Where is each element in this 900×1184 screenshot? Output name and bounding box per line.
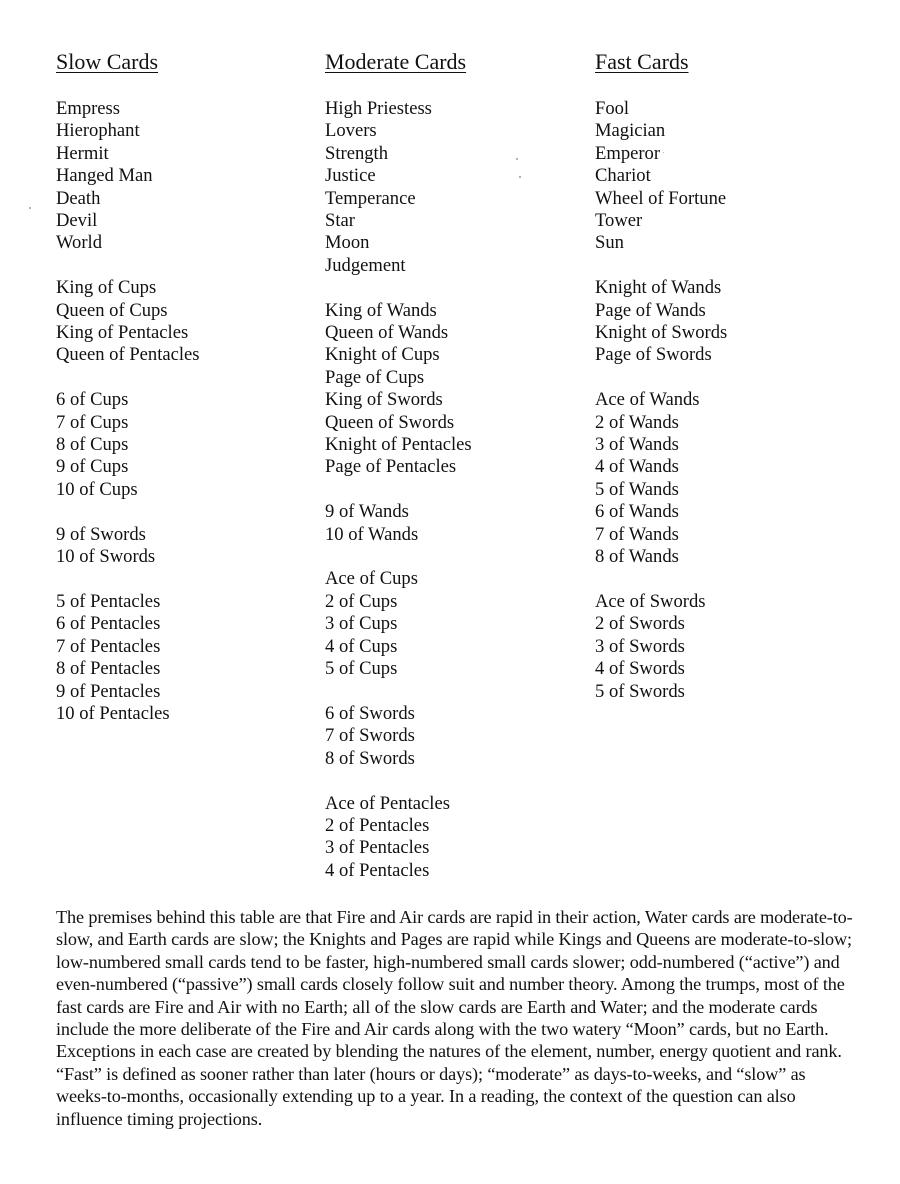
card-group — [56, 389, 200, 501]
card-item: Temperance — [325, 187, 416, 209]
card-item: Queen of Wands — [325, 322, 449, 344]
card-item: 4 of Wands — [595, 456, 679, 478]
card-group — [325, 703, 472, 770]
card-group — [56, 98, 200, 255]
card-item: 8 of Swords — [325, 747, 415, 769]
card-item: 5 of Swords — [595, 680, 685, 702]
card-item: Devil — [56, 210, 98, 232]
card-item: 10 of Swords — [56, 546, 156, 568]
card-item: King of Wands — [325, 299, 437, 321]
card-item: 9 of Wands — [325, 501, 409, 523]
card-item: 10 of Pentacles — [56, 702, 170, 724]
slow-cards-heading: Slow Cards — [56, 49, 159, 74]
card-item: Wheel of Fortune — [595, 187, 727, 209]
card-item: Page of Pentacles — [325, 456, 457, 478]
card-item: Fool — [595, 98, 630, 119]
fast-cards-heading: Fast Cards — [595, 49, 689, 74]
card-item: 6 of Wands — [595, 501, 679, 523]
card-group — [595, 591, 727, 703]
card-item: 10 of Wands — [325, 523, 419, 545]
card-item: Hanged Man — [56, 165, 153, 187]
card-item: Justice — [325, 165, 376, 187]
card-item: High Priestess — [325, 98, 432, 119]
card-item: 8 of Cups — [56, 434, 129, 456]
scan-speck — [663, 152, 664, 153]
card-item: Knight of Cups — [325, 344, 440, 366]
card-item: 3 of Wands — [595, 434, 679, 456]
card-item: Knight of Pentacles — [325, 434, 472, 456]
card-item: 7 of Wands — [595, 523, 679, 545]
card-item: Strength — [325, 142, 389, 164]
card-item: 2 of Pentacles — [325, 814, 430, 836]
card-item: King of Cups — [56, 277, 157, 299]
card-group — [56, 591, 200, 725]
fast-cards-column — [595, 48, 727, 703]
card-group — [325, 568, 472, 680]
slow-cards-column — [56, 48, 200, 725]
card-item: 5 of Wands — [595, 478, 679, 500]
card-item: Hermit — [56, 142, 109, 164]
scan-speck — [29, 207, 31, 209]
card-item: Page of Cups — [325, 366, 425, 388]
card-item: 3 of Cups — [325, 613, 398, 635]
card-item: 6 of Cups — [56, 389, 129, 411]
card-item: Lovers — [325, 120, 377, 142]
card-group — [595, 98, 727, 255]
card-item: 8 of Wands — [595, 546, 679, 568]
card-group — [56, 277, 200, 367]
card-item: 7 of Cups — [56, 411, 129, 433]
card-item: Star — [325, 210, 355, 232]
card-item: 2 of Swords — [595, 613, 685, 635]
card-group — [595, 389, 727, 568]
card-item: Sun — [595, 232, 624, 254]
card-item: 6 of Pentacles — [56, 613, 161, 635]
card-item: Death — [56, 187, 101, 209]
card-item: Queen of Cups — [56, 299, 168, 321]
card-item: Emperor — [595, 142, 661, 164]
card-item: Magician — [595, 120, 666, 142]
card-group — [325, 501, 472, 546]
card-item: 3 of Pentacles — [325, 837, 430, 859]
card-item: 2 of Cups — [325, 590, 398, 612]
card-item: Knight of Wands — [595, 277, 722, 299]
card-group — [595, 277, 727, 367]
card-item: 6 of Swords — [325, 702, 415, 724]
card-item: 5 of Cups — [325, 658, 398, 680]
card-group — [325, 98, 472, 277]
card-item: 4 of Swords — [595, 658, 685, 680]
card-item: Ace of Cups — [325, 568, 418, 590]
card-item: 3 of Swords — [595, 635, 685, 657]
card-item: 7 of Pentacles — [56, 635, 161, 657]
card-item: Chariot — [595, 165, 651, 187]
card-item: Judgement — [325, 254, 406, 276]
card-item: 7 of Swords — [325, 725, 415, 747]
card-item: Ace of Swords — [595, 590, 706, 612]
card-item: 2 of Wands — [595, 411, 679, 433]
card-item: Empress — [56, 98, 121, 119]
card-item: Ace of Wands — [595, 389, 700, 411]
card-item: 9 of Cups — [56, 456, 129, 478]
card-group — [325, 300, 472, 479]
card-item: Queen of Pentacles — [56, 344, 200, 366]
card-item: 10 of Cups — [56, 478, 138, 500]
card-group — [325, 793, 472, 883]
card-item: King of Swords — [325, 389, 443, 411]
card-item: Page of Swords — [595, 344, 712, 366]
moderate-cards-column — [325, 48, 472, 882]
card-item: Ace of Pentacles — [325, 792, 450, 814]
card-item: Knight of Swords — [595, 322, 728, 344]
moderate-cards-heading: Moderate Cards — [325, 49, 467, 74]
card-item: 4 of Cups — [325, 635, 398, 657]
scan-speck — [516, 158, 518, 160]
card-item: 5 of Pentacles — [56, 590, 161, 612]
card-item: 9 of Swords — [56, 523, 146, 545]
card-item: Moon — [325, 232, 370, 254]
card-item: Page of Wands — [595, 299, 706, 321]
scan-speck — [519, 176, 521, 178]
card-item: 4 of Pentacles — [325, 859, 430, 881]
card-item: 8 of Pentacles — [56, 658, 161, 680]
card-item: 9 of Pentacles — [56, 680, 161, 702]
card-item: Tower — [595, 210, 643, 232]
card-item: Queen of Swords — [325, 411, 455, 433]
card-item: World — [56, 232, 103, 254]
card-item: Hierophant — [56, 120, 140, 142]
explanation-paragraph: The premises behind this table are that Fire and Air cards are rapid in their action, Water cards are moderate-to-slow, and Earth cards are slow; the Knights and Pages are rapid while Kings and Queens are moderate-to-slow; low-numbered small cards tend to be faster, high-numbered small cards slower; odd-numbered (“active”) and even-numbered (“passive”) small cards closely follow suit and number theory. Among the trumps, most of the fast cards are Fire and Air with no Earth; all of the slow cards are Earth and Water; and the moderate cards include the more deliberate of the Fire and Air cards along with the two watery “Moon” cards, but no Earth. Exceptions in each case are created by blending the natures of the element, number, energy quotient and rank. “Fast” is defined as sooner rather than later (hours or days); “moderate” as days-to-weeks, and “slow” as weeks-to-months, occasionally extending up to a year. In a reading, the context of the question can also influence timing projections. — [56, 907, 853, 1129]
card-item: King of Pentacles — [56, 322, 189, 344]
card-group — [56, 524, 200, 569]
